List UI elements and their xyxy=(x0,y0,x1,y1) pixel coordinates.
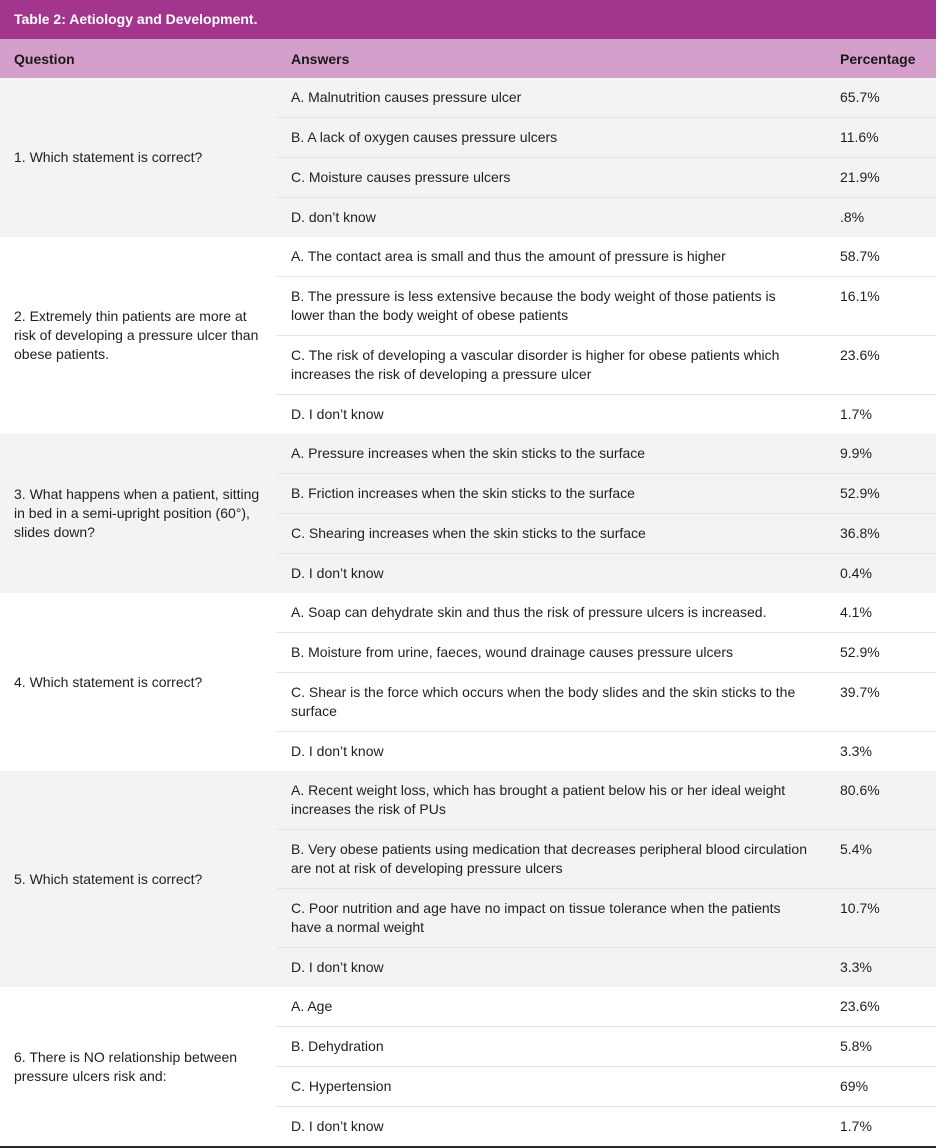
answer-cell: B. Friction increases when the skin sticks to the surface xyxy=(277,474,826,514)
percentage-cell: 39.7% xyxy=(826,673,936,732)
question-cell: 5. Which statement is correct? xyxy=(0,771,277,987)
question-group-1 xyxy=(0,78,936,237)
answer-cell: D. I don’t know xyxy=(277,395,826,435)
header-answers: Answers xyxy=(277,39,826,78)
answer-cell: A. Malnutrition causes pressure ulcer xyxy=(277,78,826,118)
question-cell: 2. Extremely thin patients are more at risk of developing a pressure ulcer than obese patients. xyxy=(0,237,277,434)
percentage-cell: 0.4% xyxy=(826,554,936,594)
percentage-cell: 23.6% xyxy=(826,987,936,1027)
percentage-cell: 9.9% xyxy=(826,434,936,474)
data-table xyxy=(0,39,936,1146)
percentage-cell: 11.6% xyxy=(826,118,936,158)
answer-cell: C. Hypertension xyxy=(277,1067,826,1107)
answer-cell: A. Age xyxy=(277,987,826,1027)
percentage-cell: 4.1% xyxy=(826,593,936,633)
percentage-cell: 16.1% xyxy=(826,277,936,336)
answer-cell: B. The pressure is less extensive because the body weight of those patients is lower than the body weight of obese patients xyxy=(277,277,826,336)
question-group-6 xyxy=(0,987,936,1146)
percentage-cell: .8% xyxy=(826,198,936,238)
answer-cell: B. Moisture from urine, faeces, wound drainage causes pressure ulcers xyxy=(277,633,826,673)
question-cell: 6. There is NO relationship between pressure ulcers risk and: xyxy=(0,987,277,1146)
answer-cell: D. I don’t know xyxy=(277,554,826,594)
question-group-5 xyxy=(0,771,936,987)
table-row xyxy=(0,987,936,1027)
percentage-cell: 69% xyxy=(826,1067,936,1107)
question-cell: 4. Which statement is correct? xyxy=(0,593,277,771)
answer-cell: A. Recent weight loss, which has brought a patient below his or her ideal weight increases the risk of PUs xyxy=(277,771,826,830)
answer-cell: C. Shear is the force which occurs when the body slides and the skin sticks to the surface xyxy=(277,673,826,732)
table-title: Table 2: Aetiology and Development. xyxy=(0,0,936,39)
percentage-cell: 3.3% xyxy=(826,732,936,772)
answer-cell: C. Shearing increases when the skin sticks to the surface xyxy=(277,514,826,554)
header-row xyxy=(0,39,936,78)
question-cell: 3. What happens when a patient, sitting in bed in a semi-upright position (60°), slides down? xyxy=(0,434,277,593)
answer-cell: A. The contact area is small and thus the amount of pressure is higher xyxy=(277,237,826,277)
answer-cell: C. Poor nutrition and age have no impact on tissue tolerance when the patients have a normal weight xyxy=(277,889,826,948)
percentage-cell: 52.9% xyxy=(826,474,936,514)
question-group-2 xyxy=(0,237,936,434)
percentage-cell: 5.8% xyxy=(826,1027,936,1067)
answer-cell: C. Moisture causes pressure ulcers xyxy=(277,158,826,198)
answer-cell: D. I don’t know xyxy=(277,732,826,772)
answer-cell: C. The risk of developing a vascular disorder is higher for obese patients which increases the risk of developing a pressure ulcer xyxy=(277,336,826,395)
answer-cell: B. Very obese patients using medication that decreases peripheral blood circulation are not at risk of developing pressure ulcers xyxy=(277,830,826,889)
percentage-cell: 65.7% xyxy=(826,78,936,118)
table-row xyxy=(0,593,936,633)
percentage-cell: 1.7% xyxy=(826,395,936,435)
percentage-cell: 10.7% xyxy=(826,889,936,948)
table-row xyxy=(0,434,936,474)
question-group-4 xyxy=(0,593,936,771)
table-row xyxy=(0,237,936,277)
percentage-cell: 80.6% xyxy=(826,771,936,830)
table-row xyxy=(0,771,936,830)
answer-cell: D. I don’t know xyxy=(277,948,826,988)
question-cell: 1. Which statement is correct? xyxy=(0,78,277,237)
header-question: Question xyxy=(0,39,277,78)
percentage-cell: 23.6% xyxy=(826,336,936,395)
percentage-cell: 3.3% xyxy=(826,948,936,988)
answer-cell: D. I don’t know xyxy=(277,1107,826,1147)
percentage-cell: 58.7% xyxy=(826,237,936,277)
table-row xyxy=(0,78,936,118)
answer-cell: A. Pressure increases when the skin sticks to the surface xyxy=(277,434,826,474)
percentage-cell: 5.4% xyxy=(826,830,936,889)
percentage-cell: 52.9% xyxy=(826,633,936,673)
percentage-cell: 36.8% xyxy=(826,514,936,554)
header-percentage: Percentage xyxy=(826,39,936,78)
question-group-3 xyxy=(0,434,936,593)
answer-cell: D. don’t know xyxy=(277,198,826,238)
answer-cell: A. Soap can dehydrate skin and thus the risk of pressure ulcers is increased. xyxy=(277,593,826,633)
percentage-cell: 1.7% xyxy=(826,1107,936,1147)
answer-cell: B. A lack of oxygen causes pressure ulcers xyxy=(277,118,826,158)
percentage-cell: 21.9% xyxy=(826,158,936,198)
answer-cell: B. Dehydration xyxy=(277,1027,826,1067)
